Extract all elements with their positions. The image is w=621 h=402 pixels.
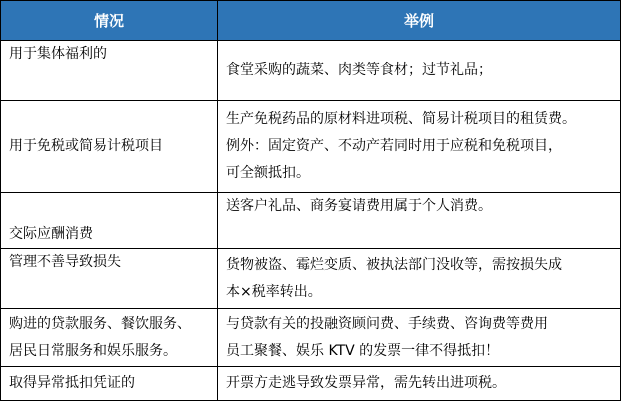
table-row (1, 249, 621, 309)
table-body (1, 41, 621, 401)
example-cell (218, 249, 621, 309)
example-text: 生产免税药品的原材料进项税、简易计税项目的租赁费。 例外：固定资产、不动产若同时用于应税和免税项目， 可全额抵扣。 (226, 111, 576, 181)
example-cell (218, 367, 621, 401)
example-text: 送客户礼品、商务宴请费用属于个人消费。 (226, 198, 492, 214)
header-row (1, 1, 621, 41)
example-cell (218, 193, 621, 249)
situation-text: 用于免税或简易计税项目 (9, 138, 163, 154)
example-text: 货物被盗、霉烂变质、被执法部门没收等，需按损失成 本×税率转出。 (226, 256, 562, 300)
table-row (1, 367, 621, 401)
table-header (1, 1, 621, 41)
example-cell (218, 309, 621, 367)
example-text: 食堂采购的蔬菜、肉类等食材；过节礼品； (226, 62, 492, 78)
situation-text: 用于集体福利的 (9, 46, 107, 62)
header-example: 举例 (218, 1, 621, 41)
example-cell (218, 101, 621, 193)
situation-cell (1, 367, 218, 401)
example-text: 与贷款有关的投融资顾问费、手续费、咨询费等费用 员工聚餐、娱乐 KTV 的发票一律不得抵扣！ (226, 315, 548, 359)
situation-cell (1, 193, 218, 249)
situation-cell (1, 101, 218, 193)
header-situation: 情况 (1, 1, 218, 41)
situation-text: 交际应酬消费 (9, 226, 93, 242)
example-text: 开票方走逃导致发票异常，需先转出进项税。 (226, 375, 506, 391)
table-row (1, 41, 621, 101)
table-row (1, 101, 621, 193)
situation-text: 取得异常抵扣凭证的 (9, 375, 135, 391)
situation-text: 管理不善导致损失 (9, 254, 121, 270)
situation-text: 购进的贷款服务、餐饮服务、 居民日常服务和娱乐服务。 (9, 315, 191, 359)
table-row (1, 309, 621, 367)
situation-cell (1, 249, 218, 309)
situation-cell (1, 309, 218, 367)
example-cell (218, 41, 621, 101)
table-row (1, 193, 621, 249)
situation-cell (1, 41, 218, 101)
